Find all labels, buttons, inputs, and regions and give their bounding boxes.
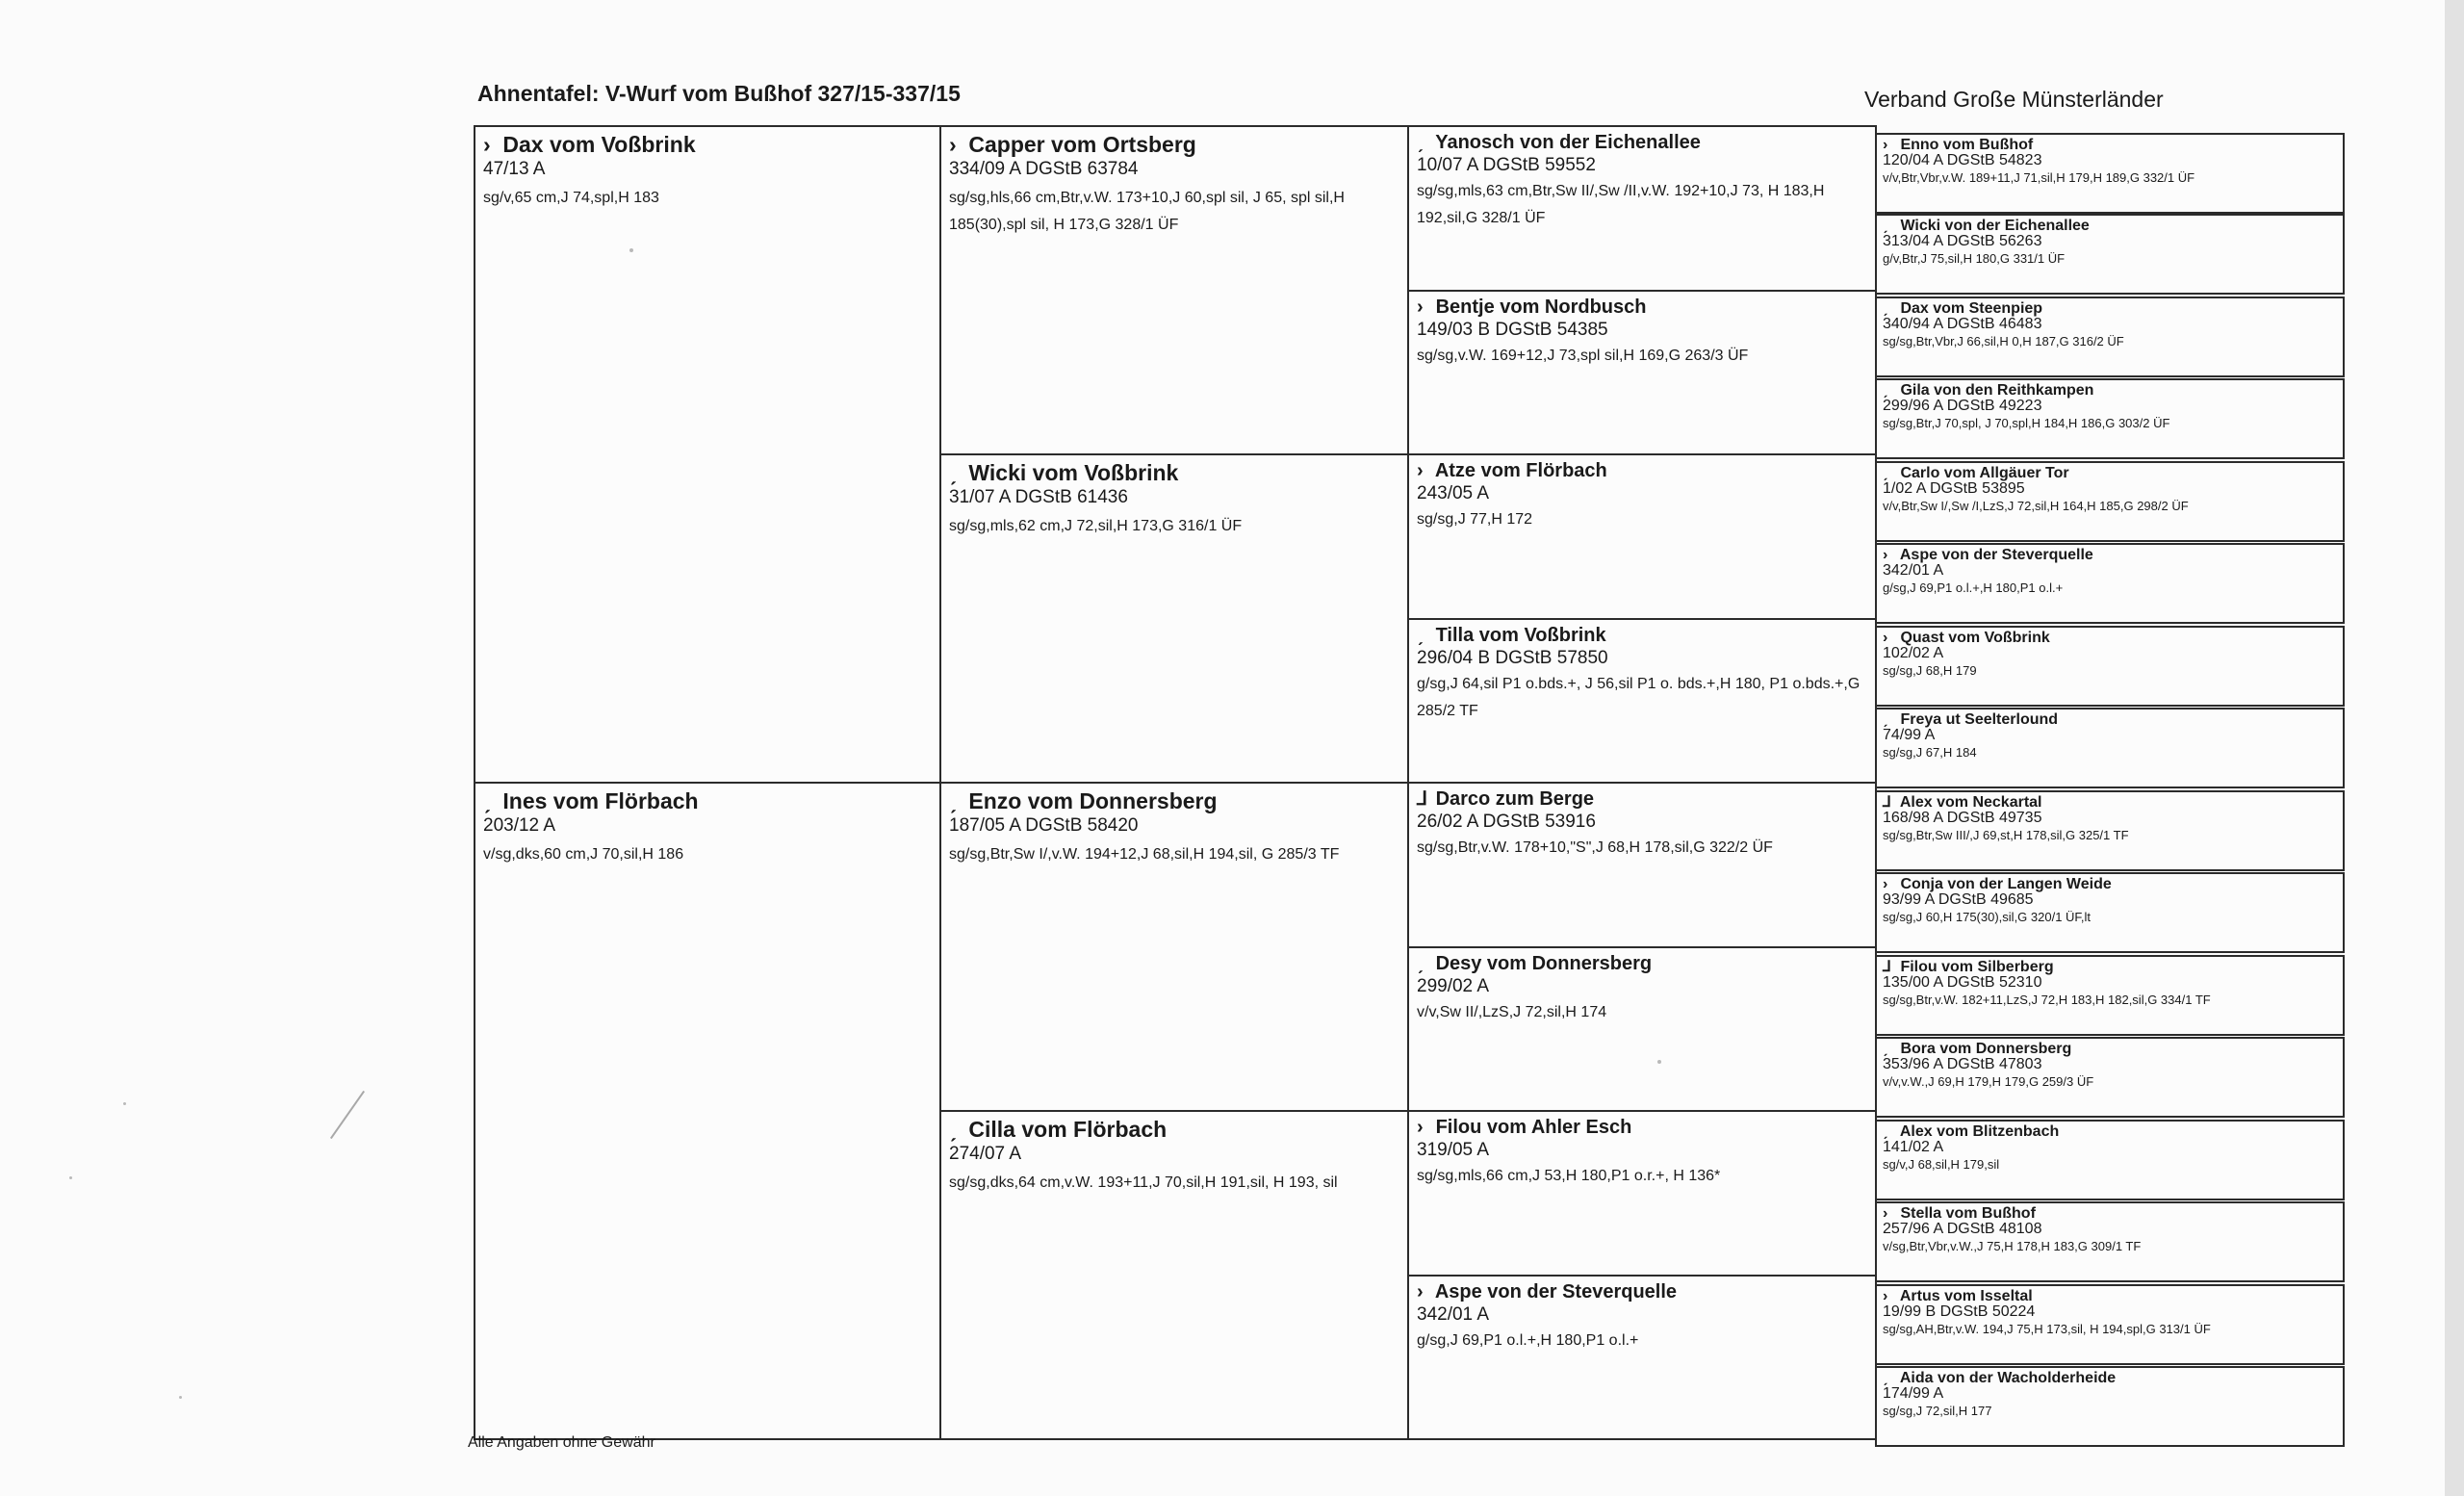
registration-number: 102/02 A [1883,645,1944,661]
performance-details: sg/sg,mls,62 cm,J 72,sil,H 173,G 316/1 ÜF [949,518,1243,534]
page-title: Ahnentafel: V-Wurf vom Bußhof 327/15-337/15 [477,81,961,106]
sex-marker-icon: › [949,132,957,157]
pedigree-entry-g1-1 [474,125,941,784]
pedigree-entry-g3-7 [1407,1110,1877,1277]
dog-name: Desy vom Donnersberg [1435,953,1653,974]
pedigree-entry-g2-4 [939,1110,1409,1440]
dog-name: Capper vom Ortsberg [968,132,1196,157]
registration-number: 353/96 A DGStB 47803 [1883,1056,2042,1072]
pedigree-entry-g3-1 [1407,125,1877,292]
performance-details: sg/sg,mls,66 cm,J 53,H 180,P1 o.r.+, H 136* [1417,1168,1721,1184]
performance-details: sg/sg,J 72,sil,H 177 [1883,1404,1992,1418]
registration-number: 313/04 A DGStB 56263 [1883,233,2042,249]
dog-name: Tilla vom Voßbrink [1435,625,1606,646]
sex-marker-icon: ˏ [1883,465,1888,481]
performance-details: v/v,Btr,Vbr,v.W. 189+11,J 71,sil,H 179,H 189,G 332/1 ÜF [1883,170,2195,185]
registration-number: 274/07 A [949,1144,1022,1164]
page-edge-shadow [2445,0,2464,1496]
sex-marker-icon: ˏ [1417,625,1424,646]
sex-marker-icon: ˏ [1883,218,1888,234]
sex-marker-icon: ˏ [1883,711,1888,728]
dog-name-line [1883,382,2337,399]
dog-name: Bora vom Donnersberg [1900,1041,2072,1057]
dog-name: Freya ut Seelterlound [1900,711,2059,728]
dog-name: Conja von der Langen Weide [1900,876,2112,892]
dog-name-line [1883,959,2337,975]
dog-name: Carlo vom Allgäuer Tor [1900,465,2069,481]
sex-marker-icon: › [1883,137,1888,153]
dog-name-line [1417,459,1867,482]
registration-number: 168/98 A DGStB 49735 [1883,810,2042,826]
dog-name: Enzo vom Donnersberg [968,788,1218,813]
pedigree-entry-g3-6 [1407,946,1877,1112]
dog-name-line [1417,296,1867,319]
sex-marker-icon: › [1883,876,1888,892]
dog-name-line [1417,624,1867,647]
dog-name-line [1883,630,2337,646]
pedigree-entry-g4-15 [1875,1284,2345,1365]
performance-details: sg/sg,Btr,Vbr,J 66,sil,H 0,H 187,G 316/2 ÜF [1883,334,2124,348]
dog-name-line [1883,137,2337,153]
pedigree-entry-g4-5 [1875,461,2345,542]
dog-name: Dax vom Voßbrink [502,132,696,157]
dog-name-line [1883,1041,2337,1057]
pedigree-entry-g3-3 [1407,453,1877,620]
performance-details: sg/sg,Btr,v.W. 178+10,"S",J 68,H 178,sil,G 322/2 ÜF [1417,839,1773,856]
scan-stroke [330,1091,365,1139]
dog-name: Darco zum Berge [1435,788,1595,810]
sex-marker-icon: › [1883,1205,1888,1222]
performance-details: sg/v,65 cm,J 74,spl,H 183 [483,190,659,206]
sex-marker-icon: › [1417,297,1424,318]
registration-number: 141/02 A [1883,1139,1944,1155]
performance-details: sg/sg,Btr,v.W. 182+11,LzS,J 72,H 183,H 182,sil,G 334/1 TF [1883,993,2211,1007]
pedigree-entry-g4-12 [1875,1037,2345,1118]
dog-name-line [1883,1288,2337,1304]
pedigree-entry-g4-14 [1875,1201,2345,1282]
pedigree-entry-g4-16 [1875,1366,2345,1447]
performance-details: g/sg,J 69,P1 o.l.+,H 180,P1 o.l.+ [1417,1332,1639,1349]
pedigree-entry-g4-10 [1875,872,2345,953]
dog-name: Wicki von der Eichenallee [1900,218,2090,234]
performance-details: sg/sg,hls,66 cm,Btr,v.W. 173+10,J 60,spl sil, J 65, spl sil,H 185(30),spl sil, H 173,G 328/1 ÜF [949,190,1345,233]
pedigree-entry-g4-4 [1875,378,2345,459]
registration-number: 319/05 A [1417,1140,1490,1160]
sex-marker-icon: › [1883,547,1888,563]
performance-details: v/v,v.W.,J 69,H 179,H 179,G 259/3 ÜF [1883,1074,2094,1089]
pedigree-entry-g4-1 [1875,133,2345,214]
dog-name: Dax vom Steenpiep [1900,300,2043,317]
pedigree-entry-g4-2 [1875,214,2345,295]
dog-name-line [1883,1123,2337,1140]
scan-speck [69,1176,72,1179]
dog-name: Gila von den Reithkampen [1900,382,2094,399]
dog-name-line [949,131,1399,158]
sex-marker-icon: ⅃ [1417,788,1428,810]
dog-name: Aspe von der Steverquelle [1899,547,2093,563]
registration-number: 296/04 B DGStB 57850 [1417,648,1608,668]
pedigree-entry-g3-4 [1407,618,1877,784]
dog-name-line [483,131,932,158]
performance-details: sg/sg,AH,Btr,v.W. 194,J 75,H 173,sil, H 194,spl,G 313/1 ÜF [1883,1322,2211,1336]
dog-name: Aspe von der Steverquelle [1434,1281,1678,1303]
performance-details: g/v,Btr,J 75,sil,H 180,G 331/1 ÜF [1883,251,2066,266]
sex-marker-icon: ⅃ [1883,959,1891,975]
dog-name: Quast vom Voßbrink [1900,630,2050,646]
registration-number: 26/02 A DGStB 53916 [1417,812,1596,832]
dog-name-line [949,459,1399,486]
registration-number: 10/07 A DGStB 59552 [1417,155,1596,175]
registration-number: 174/99 A [1883,1385,1944,1402]
pedigree-entry-g2-2 [939,453,1409,784]
registration-number: 120/04 A DGStB 54823 [1883,152,2042,168]
dog-name: Ines vom Flörbach [502,788,699,813]
dog-name-line [1883,300,2337,317]
sex-marker-icon: ˏ [483,788,491,813]
sex-marker-icon: ˏ [1883,1041,1888,1057]
registration-number: 203/12 A [483,815,556,836]
sex-marker-icon: › [1417,1281,1424,1303]
pedigree-entry-g2-1 [939,125,1409,455]
dog-name-line [1417,1116,1867,1139]
registration-number: 1/02 A DGStB 53895 [1883,480,2025,497]
pedigree-entry-g4-13 [1875,1120,2345,1200]
registration-number: 31/07 A DGStB 61436 [949,487,1128,507]
dog-name-line [1883,876,2337,892]
dog-name-line [1883,1205,2337,1222]
registration-number: 187/05 A DGStB 58420 [949,815,1139,836]
scan-speck [123,1102,126,1105]
dog-name: Aida von der Wacholderheide [1899,1370,2117,1386]
sex-marker-icon: ˏ [1883,300,1888,317]
dog-name: Cilla vom Flörbach [968,1117,1168,1142]
performance-details: g/sg,J 64,sil P1 o.bds.+, J 56,sil P1 o. bds.+,H 180, P1 o.bds.+,G 285/2 TF [1417,676,1861,719]
registration-number: 299/02 A [1417,976,1490,996]
sex-marker-icon: ⅃ [1883,794,1891,811]
registration-number: 74/99 A [1883,727,1936,743]
registration-number: 93/99 A DGStB 49685 [1883,891,2034,908]
registration-number: 299/96 A DGStB 49223 [1883,398,2042,414]
sex-marker-icon: › [1417,460,1424,481]
performance-details: g/sg,J 69,P1 o.l.+,H 180,P1 o.l.+ [1883,580,2064,595]
sex-marker-icon: ˏ [949,1117,957,1142]
performance-details: sg/sg,J 68,H 179 [1883,663,1977,678]
performance-details: v/sg,dks,60 cm,J 70,sil,H 186 [483,846,684,863]
pedigree-entry-g3-8 [1407,1275,1877,1440]
performance-details: v/v,Sw II/,LzS,J 72,sil,H 174 [1417,1004,1607,1020]
dog-name-line [1883,465,2337,481]
registration-number: 243/05 A [1417,483,1490,503]
dog-name-line [1883,218,2337,234]
dog-name: Atze vom Flörbach [1434,460,1607,481]
registration-number: 19/99 B DGStB 50224 [1883,1303,2036,1320]
performance-details: sg/v,J 68,sil,H 179,sil [1883,1157,2000,1172]
pedigree-entry-g2-3 [939,782,1409,1112]
scan-speck [629,248,633,252]
sex-marker-icon: ˏ [949,460,957,485]
sex-marker-icon: ˏ [949,788,957,813]
performance-details: sg/sg,Btr,Sw I/,v.W. 194+12,J 68,sil,H 194,sil, G 285/3 TF [949,846,1340,863]
sex-marker-icon: › [1417,1117,1424,1138]
registration-number: 257/96 A DGStB 48108 [1883,1221,2042,1237]
scan-speck [1657,1060,1661,1064]
performance-details: sg/sg,v.W. 169+12,J 73,spl sil,H 169,G 263/3 ÜF [1417,348,1749,364]
performance-details: sg/sg,mls,63 cm,Btr,Sw II/,Sw /II,v.W. 192+10,J 73, H 183,H 192,sil,G 328/1 ÜF [1417,183,1825,226]
performance-details: v/sg,Btr,Vbr,v.W.,J 75,H 178,H 183,G 309/1 TF [1883,1239,2142,1253]
dog-name: Bentje vom Nordbusch [1435,297,1647,318]
dog-name: Wicki vom Voßbrink [968,460,1179,485]
pedigree-entry-g4-3 [1875,297,2345,377]
pedigree-entry-g1-2 [474,782,941,1440]
dog-name: Yanosch von der Eichenallee [1435,132,1701,153]
dog-name-line [1883,1370,2337,1386]
dog-name: Enno vom Bußhof [1900,137,2034,153]
sex-marker-icon: › [483,132,491,157]
performance-details: v/v,Btr,Sw I/,Sw /I,LzS,J 72,sil,H 164,H 185,G 298/2 ÜF [1883,499,2189,513]
performance-details: sg/sg,dks,64 cm,v.W. 193+11,J 70,sil,H 191,sil, H 193, sil [949,1174,1338,1191]
performance-details: sg/sg,Btr,Sw III/,J 69,st,H 178,sil,G 325/1 TF [1883,828,2129,842]
registration-number: 342/01 A [1883,562,1944,579]
scan-speck [179,1396,182,1399]
registration-number: 149/03 B DGStB 54385 [1417,320,1608,340]
pedigree-entry-g4-11 [1875,955,2345,1036]
performance-details: sg/sg,Btr,J 70,spl, J 70,spl,H 184,H 186,G 303/2 ÜF [1883,416,2170,430]
sex-marker-icon: › [1883,1288,1888,1304]
sex-marker-icon: ˏ [1883,1123,1888,1140]
dog-name: Artus vom Isseltal [1899,1288,2033,1304]
dog-name-line [1883,794,2337,811]
sex-marker-icon: › [1883,630,1888,646]
pedigree-entry-g4-8 [1875,708,2345,788]
pedigree-entry-g3-5 [1407,782,1877,948]
disclaimer: Alle Angaben ohne Gewähr [468,1434,655,1451]
dog-name-line [1417,952,1867,975]
dog-name: Filou vom Ahler Esch [1435,1117,1632,1138]
sex-marker-icon: ˏ [1417,132,1424,153]
dog-name-line [1417,787,1867,811]
dog-name: Alex vom Neckartal [1899,794,2042,811]
performance-details: sg/sg,J 77,H 172 [1417,511,1533,528]
dog-name-line [949,787,1399,814]
dog-name-line [949,1116,1399,1143]
dog-name-line [1883,711,2337,728]
dog-name: Stella vom Bußhof [1900,1205,2036,1222]
dog-name-line [483,787,932,814]
dog-name-line [1883,547,2337,563]
performance-details: sg/sg,J 67,H 184 [1883,745,1977,760]
sex-marker-icon: ˏ [1883,1370,1888,1386]
pedigree-entry-g3-2 [1407,290,1877,455]
registration-number: 334/09 A DGStB 63784 [949,159,1139,179]
registration-number: 135/00 A DGStB 52310 [1883,974,2042,991]
organization-name: Verband Große Münsterländer [1864,87,2164,112]
pedigree-entry-g4-7 [1875,626,2345,707]
dog-name-line [1417,131,1867,154]
registration-number: 340/94 A DGStB 46483 [1883,316,2042,332]
registration-number: 342/01 A [1417,1304,1490,1325]
pedigree-entry-g4-9 [1875,790,2345,871]
sex-marker-icon: ˏ [1883,382,1888,399]
performance-details: sg/sg,J 60,H 175(30),sil,G 320/1 ÜF,lt [1883,910,2092,924]
dog-name: Filou vom Silberberg [1900,959,2054,975]
dog-name: Alex vom Blitzenbach [1899,1123,2060,1140]
dog-name-line [1417,1280,1867,1303]
pedigree-entry-g4-6 [1875,543,2345,624]
sex-marker-icon: ˏ [1417,953,1424,974]
registration-number: 47/13 A [483,159,546,179]
